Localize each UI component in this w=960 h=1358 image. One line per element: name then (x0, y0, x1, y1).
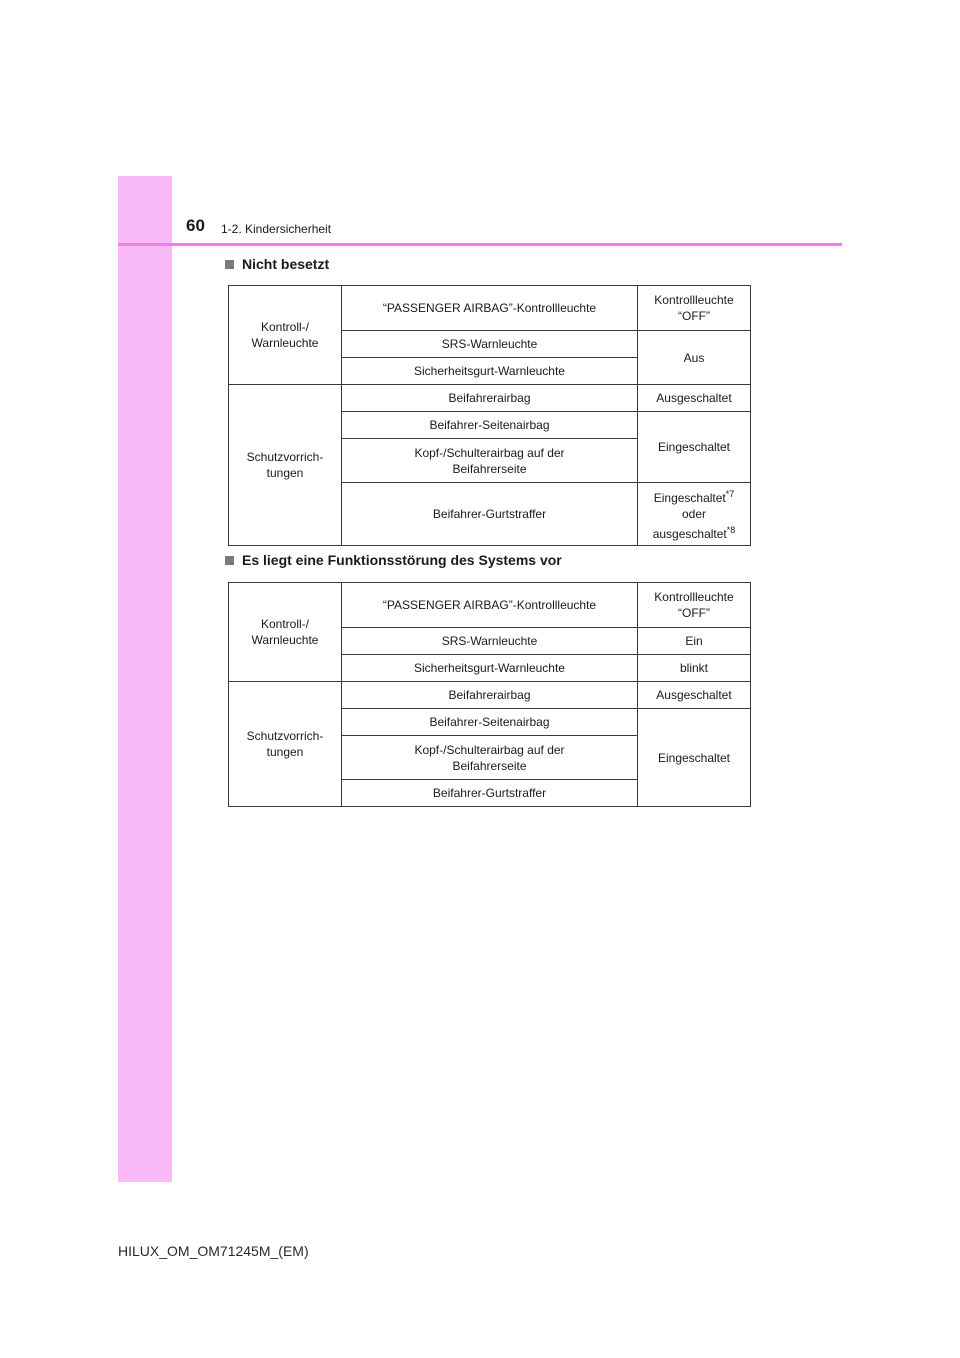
heading-malfunction (225, 552, 562, 568)
cell-srs-state: Ein (638, 628, 751, 655)
cell-srs-light: SRS-Warnleuchte (342, 331, 638, 358)
cell-passenger-airbag-light: “PASSENGER AIRBAG”-Kontrollleuchte (342, 286, 638, 331)
row-header-lights: Kontroll-/ Warnleuchte (229, 583, 342, 682)
heading-text: Es liegt eine Funktionsstörung des Systems vor (242, 552, 562, 568)
footnote-ref-7: *7 (725, 489, 735, 499)
footer-code: HILUX_OM_OM71245M_(EM) (118, 1243, 309, 1259)
footnote-ref-8: *8 (726, 525, 736, 535)
row-header-devices: Schutzvorrich- tungen (229, 385, 342, 546)
section-title: 1-2. Kindersicherheit (221, 222, 332, 236)
cell-passenger-airbag-light: “PASSENGER AIRBAG”-Kontrollleuchte (342, 583, 638, 628)
cell-off-light: Kontrollleuchte “OFF” (638, 583, 751, 628)
cell-passenger-airbag: Beifahrerairbag (342, 682, 638, 709)
cell-passenger-airbag-state: Ausgeschaltet (638, 385, 751, 412)
heading-text: Nicht besetzt (242, 256, 330, 272)
state-or-text: oder (681, 507, 707, 521)
state-off-text: ausgeschaltet (652, 527, 727, 541)
cell-passenger-airbag-state: Ausgeschaltet (638, 682, 751, 709)
side-bar (118, 176, 172, 1182)
cell-srs-light: SRS-Warnleuchte (342, 628, 638, 655)
cell-seatbelt-light: Sicherheitsgurt-Warnleuchte (342, 358, 638, 385)
table-row (229, 583, 751, 628)
cell-side-state: Eingeschaltet (638, 709, 751, 807)
row-header-devices: Schutzvorrich- tungen (229, 682, 342, 807)
cell-seatbelt-state: blinkt (638, 655, 751, 682)
table-row (229, 286, 751, 331)
cell-srs-state: Aus (638, 331, 751, 385)
cell-curtain-airbag: Kopf-/Schulterairbag auf der Beifahrerseite (342, 439, 638, 483)
state-on-text: Eingeschaltet (653, 491, 726, 505)
square-bullet-icon (225, 556, 234, 565)
cell-curtain-airbag: Kopf-/Schulterairbag auf der Beifahrerseite (342, 736, 638, 780)
cell-pretensioner-state (638, 483, 751, 546)
table-row (229, 385, 751, 412)
page-number: 60 (186, 216, 205, 235)
square-bullet-icon (225, 260, 234, 269)
status-table-malfunction (228, 582, 751, 807)
cell-passenger-airbag: Beifahrerairbag (342, 385, 638, 412)
cell-side-airbag: Beifahrer-Seitenairbag (342, 412, 638, 439)
cell-off-light: Kontrollleuchte “OFF” (638, 286, 751, 331)
status-table-not-occupied (228, 285, 751, 546)
cell-side-airbag: Beifahrer-Seitenairbag (342, 709, 638, 736)
row-header-lights: Kontroll-/ Warnleuchte (229, 286, 342, 385)
heading-not-occupied (225, 256, 329, 272)
cell-pretensioner: Beifahrer-Gurtstraffer (342, 780, 638, 807)
table-row (229, 682, 751, 709)
cell-seatbelt-light: Sicherheitsgurt-Warnleuchte (342, 655, 638, 682)
cell-side-state: Eingeschaltet (638, 412, 751, 483)
cell-pretensioner: Beifahrer-Gurtstraffer (342, 483, 638, 546)
header-rule (118, 243, 842, 246)
